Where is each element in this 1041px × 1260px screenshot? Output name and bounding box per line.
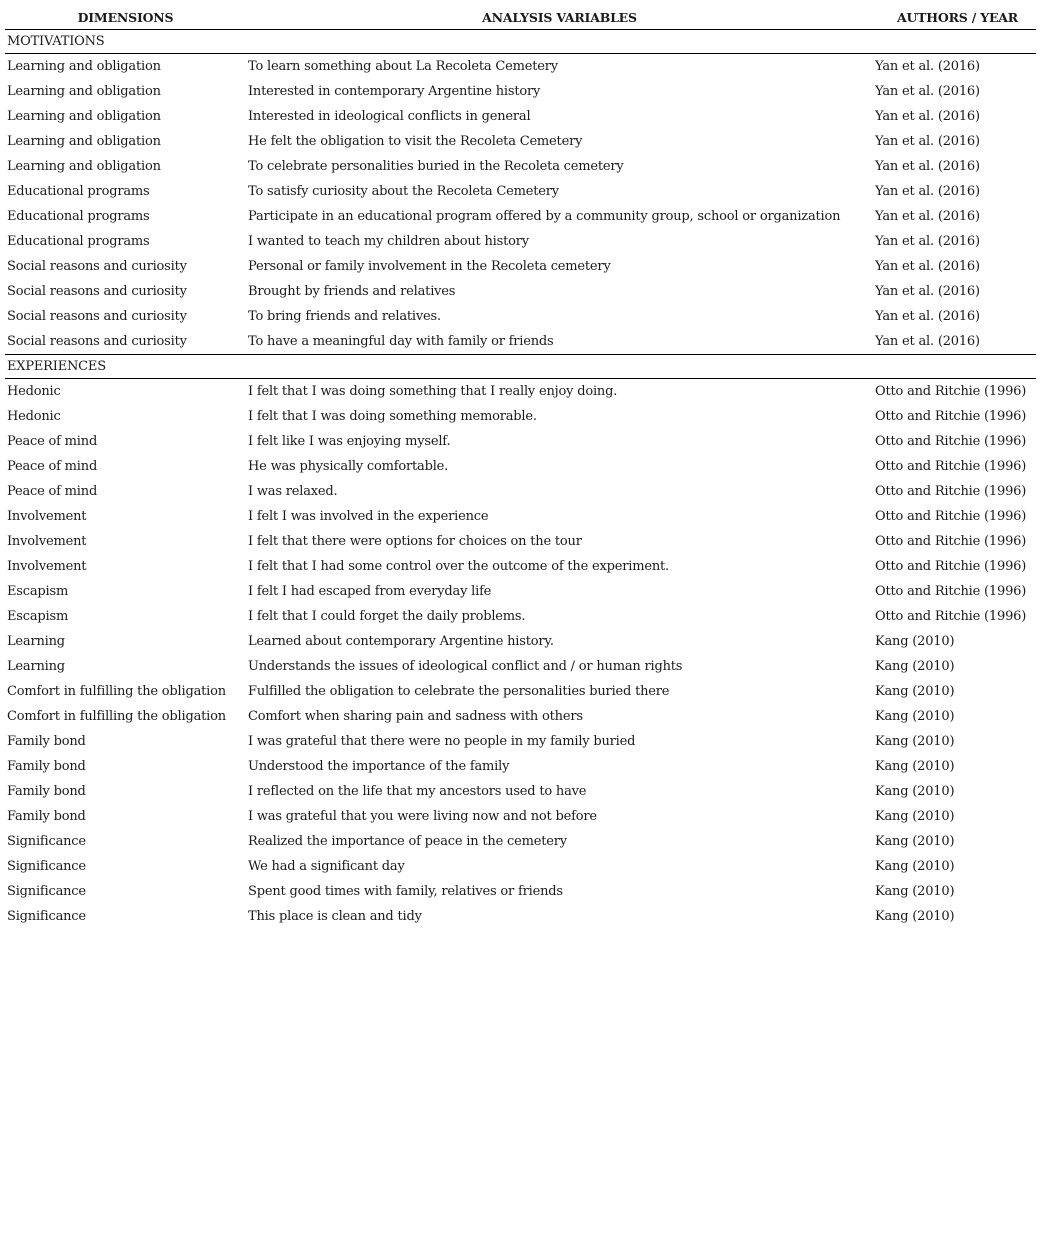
variable-cell: I felt like I was enjoying myself. — [248, 434, 451, 449]
dimension-cell: Comfort in fulfilling the obligation — [7, 684, 226, 699]
variable-cell: To celebrate personalities buried in the Recoleta cemetery — [248, 159, 624, 174]
dimension-cell: Learning and obligation — [7, 109, 161, 124]
author-cell: Yan et al. (2016) — [875, 109, 980, 124]
dimension-cell: Educational programs — [7, 209, 150, 224]
dimension-cell: Significance — [7, 909, 86, 924]
dimension-cell: Educational programs — [7, 234, 150, 249]
variable-cell: Understands the issues of ideological conflict and / or human rights — [248, 659, 683, 674]
variable-cell: Understood the importance of the family — [248, 759, 510, 774]
variable-cell: Personal or family involvement in the Recoleta cemetery — [248, 259, 611, 274]
author-cell: Kang (2010) — [875, 784, 955, 799]
variable-cell: Realized the importance of peace in the cemetery — [248, 834, 567, 849]
author-cell: Kang (2010) — [875, 834, 955, 849]
table-row — [5, 404, 1036, 429]
dimension-cell: Social reasons and curiosity — [7, 309, 187, 324]
table-row — [5, 629, 1036, 654]
variable-cell: I wanted to teach my children about history — [248, 234, 529, 249]
table-row — [5, 79, 1036, 104]
table-row — [5, 204, 1036, 229]
author-cell: Otto and Ritchie (1996) — [875, 434, 1027, 449]
table-row — [5, 329, 1036, 355]
variable-cell: I felt that I was doing something that I really enjoy doing. — [248, 384, 618, 399]
author-cell: Yan et al. (2016) — [875, 284, 980, 299]
author-cell: Yan et al. (2016) — [875, 209, 980, 224]
author-cell: Otto and Ritchie (1996) — [875, 609, 1027, 624]
table-row — [5, 104, 1036, 129]
author-cell: Yan et al. (2016) — [875, 334, 980, 349]
variable-cell: Learned about contemporary Argentine history. — [248, 634, 554, 649]
author-cell: Otto and Ritchie (1996) — [875, 559, 1027, 574]
variable-cell: I reflected on the life that my ancestors used to have — [248, 784, 587, 799]
section-title: MOTIVATIONS — [5, 30, 1036, 54]
author-cell: Kang (2010) — [875, 884, 955, 899]
table-body — [5, 30, 1036, 930]
variable-cell: Fulfilled the obligation to celebrate the personalities buried there — [248, 684, 670, 699]
author-cell: Kang (2010) — [875, 659, 955, 674]
variable-cell: To satisfy curiosity about the Recoleta Cemetery — [248, 184, 559, 199]
dimension-cell: Educational programs — [7, 184, 150, 199]
author-cell: Kang (2010) — [875, 634, 955, 649]
table-row — [5, 154, 1036, 179]
table-row — [5, 579, 1036, 604]
dimension-cell: Escapism — [7, 609, 69, 624]
dimension-cell: Comfort in fulfilling the obligation — [7, 709, 226, 724]
author-cell: Kang (2010) — [875, 759, 955, 774]
variable-cell: Interested in ideological conflicts in general — [248, 109, 531, 124]
variable-cell: To bring friends and relatives. — [248, 309, 441, 324]
table-row — [5, 504, 1036, 529]
table-row — [5, 554, 1036, 579]
author-cell: Yan et al. (2016) — [875, 134, 980, 149]
table-row — [5, 854, 1036, 879]
table-row — [5, 279, 1036, 304]
dimension-cell: Significance — [7, 859, 86, 874]
dimension-cell: Hedonic — [7, 384, 61, 399]
author-cell: Yan et al. (2016) — [875, 259, 980, 274]
table-row — [5, 604, 1036, 629]
table-row — [5, 729, 1036, 754]
dimension-cell: Learning — [7, 634, 65, 649]
dimension-cell: Social reasons and curiosity — [7, 259, 187, 274]
variable-cell: To learn something about La Recoleta Cemetery — [248, 59, 558, 74]
table-row — [5, 904, 1036, 929]
table-row — [5, 254, 1036, 279]
dimension-cell: Family bond — [7, 734, 86, 749]
dimension-cell: Peace of mind — [7, 484, 98, 499]
variable-cell: I felt I was involved in the experience — [248, 509, 489, 524]
table-row — [5, 529, 1036, 554]
dimension-cell: Family bond — [7, 784, 86, 799]
author-cell: Otto and Ritchie (1996) — [875, 509, 1027, 524]
table-row — [5, 654, 1036, 679]
table-row — [5, 229, 1036, 254]
author-cell: Yan et al. (2016) — [875, 59, 980, 74]
dimension-cell: Social reasons and curiosity — [7, 284, 187, 299]
variable-cell: Brought by friends and relatives — [248, 284, 456, 299]
dimension-cell: Learning and obligation — [7, 159, 161, 174]
dimension-cell: Escapism — [7, 584, 69, 599]
variable-cell: I was grateful that you were living now and not before — [248, 809, 597, 824]
variable-cell: We had a significant day — [248, 859, 405, 874]
section-title: EXPERIENCES — [5, 355, 1036, 379]
variable-cell: Comfort when sharing pain and sadness with others — [248, 709, 583, 724]
dimension-cell: Hedonic — [7, 409, 61, 424]
variable-cell: I felt that I was doing something memorable. — [248, 409, 537, 424]
author-cell: Otto and Ritchie (1996) — [875, 534, 1027, 549]
dimension-cell: Family bond — [7, 759, 86, 774]
variable-cell: I felt that I could forget the daily problems. — [248, 609, 526, 624]
variable-cell: I felt I had escaped from everyday life — [248, 584, 492, 599]
table-row — [5, 454, 1036, 479]
table-row — [5, 479, 1036, 504]
table-row — [5, 804, 1036, 829]
table-row — [5, 704, 1036, 729]
author-cell: Kang (2010) — [875, 859, 955, 874]
table-row — [5, 779, 1036, 804]
table-row — [5, 879, 1036, 904]
variable-cell: To have a meaningful day with family or friends — [248, 334, 554, 349]
table-row — [5, 304, 1036, 329]
table-row — [5, 54, 1036, 80]
author-cell: Yan et al. (2016) — [875, 234, 980, 249]
table-row — [5, 179, 1036, 204]
dimension-cell: Learning and obligation — [7, 134, 161, 149]
variable-cell: Interested in contemporary Argentine history — [248, 84, 541, 99]
author-cell: Yan et al. (2016) — [875, 159, 980, 174]
table-row — [5, 379, 1036, 405]
dimension-cell: Learning and obligation — [7, 59, 161, 74]
section-row-experiences — [5, 355, 1036, 379]
table-row — [5, 429, 1036, 454]
section-row-motivations — [5, 30, 1036, 54]
author-cell: Kang (2010) — [875, 909, 955, 924]
dimension-cell: Social reasons and curiosity — [7, 334, 187, 349]
variable-cell: This place is clean and tidy — [248, 909, 422, 924]
author-cell: Yan et al. (2016) — [875, 84, 980, 99]
header-authors-year: AUTHORS / YEAR — [873, 5, 1036, 30]
variable-cell: Participate in an educational program offered by a community group, school or organization — [248, 209, 841, 224]
author-cell: Otto and Ritchie (1996) — [875, 484, 1027, 499]
header-dimensions: DIMENSIONS — [5, 5, 246, 30]
author-cell: Otto and Ritchie (1996) — [875, 409, 1027, 424]
variable-cell: I felt that there were options for choices on the tour — [248, 534, 582, 549]
author-cell: Kang (2010) — [875, 734, 955, 749]
dimension-cell: Significance — [7, 834, 86, 849]
table-header-row — [5, 5, 1036, 30]
analysis-table — [5, 5, 1036, 929]
table-row — [5, 754, 1036, 779]
author-cell: Otto and Ritchie (1996) — [875, 459, 1027, 474]
author-cell: Yan et al. (2016) — [875, 184, 980, 199]
table-row — [5, 679, 1036, 704]
dimension-cell: Involvement — [7, 534, 87, 549]
author-cell: Yan et al. (2016) — [875, 309, 980, 324]
dimension-cell: Family bond — [7, 809, 86, 824]
dimension-cell: Learning and obligation — [7, 84, 161, 99]
author-cell: Kang (2010) — [875, 809, 955, 824]
dimension-cell: Peace of mind — [7, 434, 98, 449]
dimension-cell: Peace of mind — [7, 459, 98, 474]
dimension-cell: Learning — [7, 659, 65, 674]
dimension-cell: Involvement — [7, 559, 87, 574]
variable-cell: I was relaxed. — [248, 484, 338, 499]
variable-cell: He felt the obligation to visit the Recoleta Cemetery — [248, 134, 583, 149]
table-row — [5, 829, 1036, 854]
table-row — [5, 129, 1036, 154]
header-analysis-variables: ANALYSIS VARIABLES — [246, 5, 873, 30]
author-cell: Otto and Ritchie (1996) — [875, 584, 1027, 599]
author-cell: Otto and Ritchie (1996) — [875, 384, 1027, 399]
dimension-cell: Significance — [7, 884, 86, 899]
author-cell: Kang (2010) — [875, 709, 955, 724]
variable-cell: Spent good times with family, relatives or friends — [248, 884, 563, 899]
dimension-cell: Involvement — [7, 509, 87, 524]
variable-cell: I felt that I had some control over the outcome of the experiment. — [248, 559, 669, 574]
author-cell: Kang (2010) — [875, 684, 955, 699]
variable-cell: He was physically comfortable. — [248, 459, 449, 474]
variable-cell: I was grateful that there were no people in my family buried — [248, 734, 636, 749]
